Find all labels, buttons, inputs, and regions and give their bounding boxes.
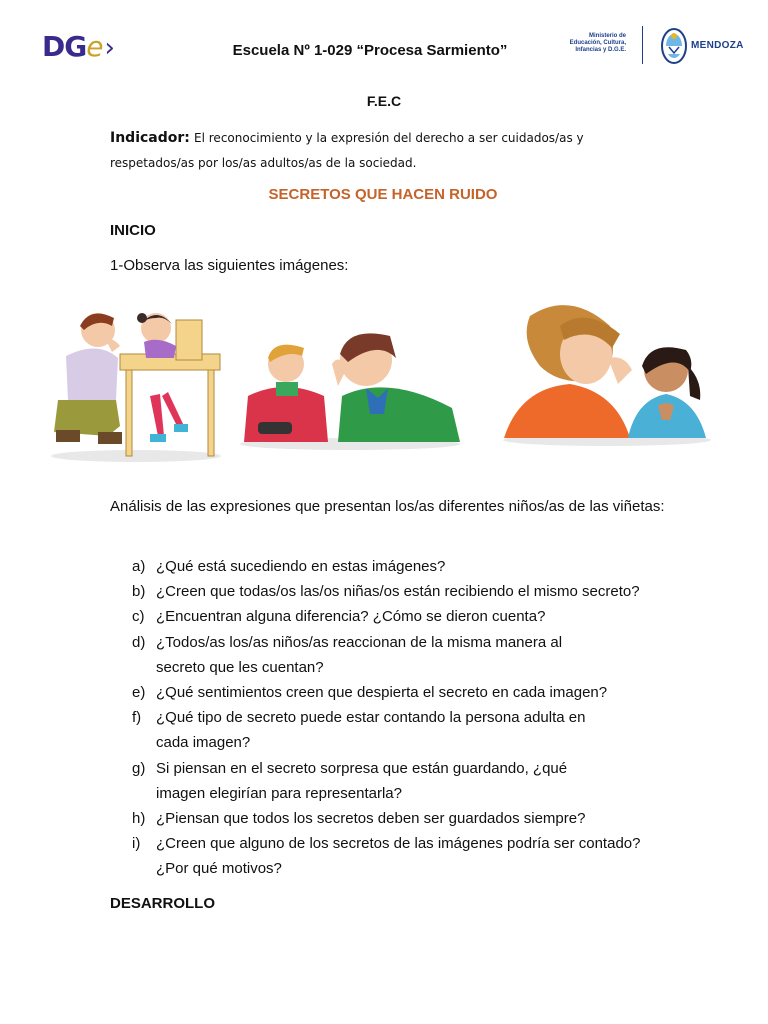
list-item: d) ¿Todos/as los/as niños/as reaccionan de la misma manera al secreto que les cuentan?: [132, 633, 563, 676]
list-item: f) ¿Qué tipo de secreto puede estar contando la persona adulta en cada imagen?: [132, 709, 586, 752]
list-item: c) ¿Encuentran alguna diferencia? ¿Cómo se dieron cuenta?: [132, 608, 546, 626]
desarrollo-heading: DESARROLLO: [110, 895, 215, 912]
header-divider: [642, 26, 643, 64]
section-title: SECRETOS QUE HACEN RUIDO: [268, 186, 498, 203]
illustration-woman-girl: [500, 296, 714, 448]
mendoza-label: MENDOZA: [691, 40, 744, 51]
observe-instruction: 1-Observa las siguientes imágenes:: [110, 257, 349, 274]
list-item: b) ¿Creen que todas/os las/os niñas/os están recibiendo el mismo secreto?: [132, 583, 640, 601]
inicio-heading: INICIO: [110, 222, 156, 239]
fec-heading: F.E.C: [366, 93, 402, 109]
illustration-man-boy-controller: [238, 296, 462, 456]
school-name: Escuela Nº 1-029 “Procesa Sarmiento”: [232, 42, 508, 59]
indicator-text: El reconocimiento y la expresión del derecho a ser cuidados/as y respetados/as por los/as adultos/as de la sociedad.: [110, 131, 584, 170]
list-item: g) Si piensan en el secreto sorpresa que están guardando, ¿qué imagen elegirían para representarla?: [132, 759, 568, 802]
dge-logo: DGe›: [42, 30, 114, 63]
indicator: [110, 126, 670, 176]
indicator-label: Indicador:: [110, 130, 190, 146]
mendoza-seal-icon: [660, 27, 688, 65]
list-item: e) ¿Qué sentimientos creen que despierta el secreto en cada imagen?: [132, 684, 608, 702]
analysis-text: Análisis de las expresiones que presentan los/as diferentes niños/as de las viñetas:: [110, 498, 665, 515]
illustration-man-girl-desk: [46, 296, 226, 466]
questions-list: [110, 554, 700, 882]
list-item: h) ¿Piensan que todos los secretos deben ser guardados siempre?: [132, 810, 586, 828]
ministry-logo-text: Ministerio de Educación, Cultura, Infancias y D.G.E.: [569, 33, 626, 53]
list-item: a) ¿Qué está sucediendo en estas imágenes?: [132, 558, 446, 575]
list-item: i) ¿Creen que alguno de los secretos de las imágenes podría ser contado? ¿Por qué motivos?: [132, 835, 641, 878]
